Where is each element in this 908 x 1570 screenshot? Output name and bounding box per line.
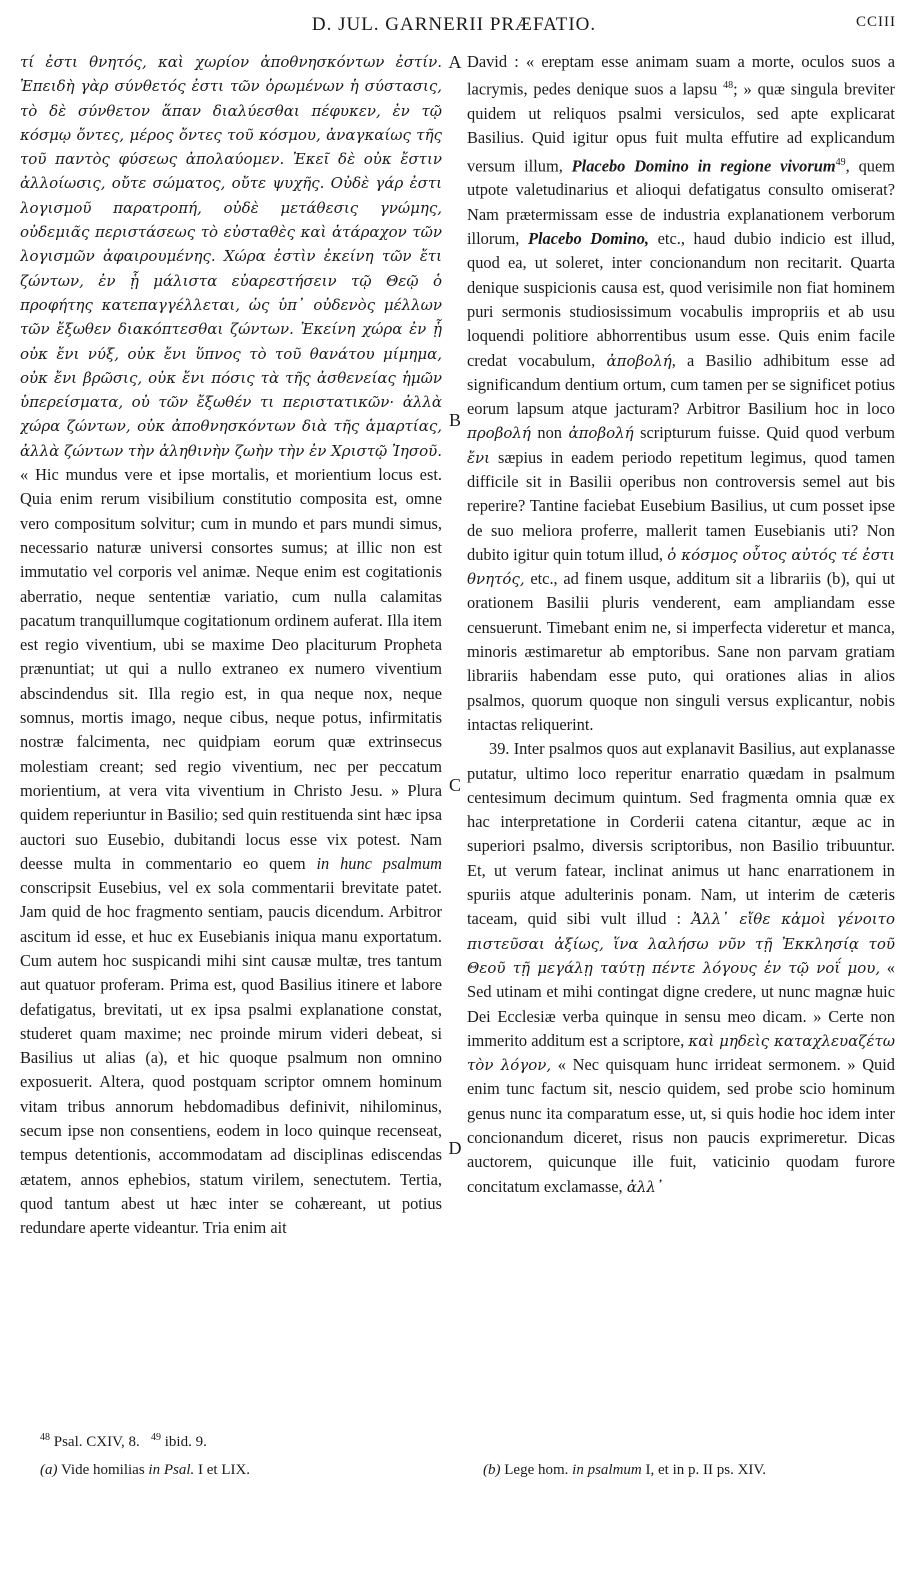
right-column (467, 50, 895, 1418)
greek-word: ἀλλ᾽ (626, 1177, 664, 1196)
text-run: 39. Inter psalmos quos aut explanavit Basilius, aut explanasse putatur, ultimo loco reperitur enarratio quædam in psalmum centesimum decimum quintum. Sed fragmenta omnia quæ ex hac interpretatione in Corderii catena citantur, æque ac in superiori psalmo, diversis scriptoribus, non Basilio tribuuntur. Et, ut verum fatear, inclinat animus ut hanc enarrationem in spuriis atque adulterinis ponam. Nam, ut interim de cæteris taceam, quid sibi vult illud : (467, 739, 895, 929)
text-run: , a Basilio adhibitum esse ad significandum dentium ortum, cum tamen per se significet potius eorum lapsum atque jacturam? Arbitror Basilium hoc in loco (467, 350, 895, 419)
text-run: scripturum fuisse. Quid quod verbum (640, 423, 895, 443)
greek-word: προβολή (467, 424, 531, 443)
text-run: , quem utpote valetudinarius et alioqui defatigatus consulto omiserat? Nam prætermissam esse de industria explanationem verborum illorum, (467, 156, 895, 249)
footnote-text: I et LIX. (198, 1462, 251, 1478)
footnote-number: 48 (40, 1432, 50, 1443)
left-column (20, 50, 442, 1418)
footnote-48 (40, 1432, 207, 1451)
margin-marker-b: B (448, 410, 461, 430)
margin-marker-d: D (448, 1138, 462, 1158)
text-run: « Nec quisquam hunc irrideat sermonem. » Quid enim tunc factum sit, nescio quidem, sed probe scio hominum genus nunc ita comparatum esse, ut, si quis hodie hoc idem inter concionandum diceret, risus non paucis exprimeretur. Dicas auctorem, quicunque ille fuit, vaticinio quodam furore concitatum exclamasse, (467, 1055, 895, 1196)
text-run: etc., ad finem usque, additum sit a librariis (b), qui ut orationem Basilii pluris venderent, eam ampliandam esse censuerunt. Timebant enim ne, si imperfecta videretur et manca, minoris æstimaretur ab emptoribus. Sane non parvam gratiam librariis habendam esse puto, qui orationes alias in alios psalmos, quorum quoque non singuli versus explicantur, nobis intactas reliquerint. (467, 569, 895, 734)
latin-translation: « Hic mundus vere et ipse mortalis, et morientium locus est. Quia enim rerum visibilium constitutio composita est, omne vero compositum solvitur; cum in mundo et pars mundi simus, necessario naturæ universi consortes sumus; at illic non est immutatio vel corporis vel animæ. Neque enim est cogitationis aberratio, neque sententiæ variatio, cum nulla calamitas pacatum tranquillumque cogitationum ordinem auferat. Illa item est regio viventium, ubi se maxime Deo placiturum Propheta prænuntiat; ut qui a nullo extraneo ex numero viventium abscindendus sit. Illa regio est, in qua neque nox, neque somnus, mortis imago, neque cibus, neque potus, infirmitatis nostræ falcimenta, nec quidpiam eorum quæ extrinsecus molestiam creant; sed regio viventium, nec per peccatum morientium, at vera vita viventium in Christo Jesu. » Plura quidem reperiuntur in Basilio; sed quin restituenda sint hæc ipsa auctori suo Eusebio, dubitandi locus esse vix potest. Nam deesse multa in commentario eo quem (20, 465, 442, 873)
greek-word: ἀποβολή (568, 424, 634, 443)
page-number: CCIII (856, 14, 896, 30)
footnote-italic: in Psal. (148, 1462, 195, 1478)
footnote-text: Vide homilias (60, 1462, 145, 1478)
greek-quotation: καὶ μηδεὶς καταχλευαζέτω τὸν λόγον, (467, 1031, 895, 1075)
margin-marker-a: A (448, 52, 462, 72)
text-run: etc., haud dubio indicio est illud, quod ea, ut soleret, inter concionandum non recitarit. Quarta denique suspicionis causa est, quod verisimile non fiat hominem puri sermonis studiosissimum vocabulis impropriis et ab usu loquendi politiore abhorrentibus usum esse. Quis enim facile credat vocabulum, (467, 229, 895, 370)
latin-text: conscripsit Eusebius, vel ex sola commentarii brevitate patet. Jam quid de hoc fragmento sentiam, paucis dicendum. Arbitror ascitum id esse, et huc ex Eusebianis iniqua manu exportatum. Cum autem hoc suspicandi mihi sint causæ multæ, tres tantum aut quatuor proferam. Prima est, quod Basilius itinere et labore defatigatus, brevitati, ut ex ipsa psalmi explanatione constat, studeret quam maxime; nec proinde mirum videri debeat, si Basilius ut alias (a), et hic quoque psalmum non omnino exposuerit. Altera, quod postquam scriptor omnem hominum vitam tribus annorum hebdomadibus definivit, nihilominus, secum ipse non consentiens, eodem in loco quinque recenseat, tempus detentionis, accommodatam ad disciplinas ediscendas ætatem, annos ephebios, statum virilem, senectutem. Tertia, quod tantum abest ut hæc inter se cohæreant, ut potius redundare aperte videantur. Tria enim ait (20, 878, 442, 1238)
footnote-italic: in psalmum (572, 1462, 642, 1478)
footnote-text: I, et in p. II ps. XIV. (645, 1462, 767, 1478)
footnote-label: (b) (483, 1462, 501, 1478)
footnote-label: (a) (40, 1462, 58, 1478)
greek-word: ἀποβολή (606, 351, 672, 370)
greek-word: ἔνι (467, 448, 491, 467)
text-run: « Sed utinam et mihi contingat digne credere, ut nunc magnæ huic Dei Ecclesiæ verba quinque in sensu meo dicam. » Certe non immerito additum est a scriptore, (467, 957, 895, 1050)
right-paragraph-1 (467, 50, 895, 737)
footnote-ref-49[interactable]: 49 (835, 156, 846, 168)
footnote-text: ibid. 9. (164, 1434, 207, 1450)
greek-phrase: ὁ κόσμος οὗτος αὐτός τέ ἐστι θνητός, (467, 545, 895, 589)
page-title: D. JUL. GARNERII PRÆFATIO. (311, 14, 597, 35)
margin-marker-c: C (448, 775, 461, 795)
italic-phrase: in hunc psalmum (316, 853, 442, 873)
greek-quotation: Ἀλλ᾽ εἴθε κἀμοὶ γένοιτο πιστεῦσαι ἀξίως, ἵνα λαλήσω νῦν τῇ Ἐκκλησίᾳ τοῦ Θεοῦ τῇ μεγάλῃ ταύτῃ πέντε λόγους ἐν τῷ νοΐ μου, (467, 910, 895, 977)
greek-quotation: τί ἐστι θνητός, καὶ χωρίον ἀποθνησκόντων ἐστίν. Ἐπειδὴ γὰρ σύνθετός ἐστι τῶν ὁρωμένων ἡ σύστασις, τὸ δὲ σύνθετον ἅπαν διαλύεσθαι πέφυκεν, ἐν τῷ κόσμῳ ὄντες, μέρος ὄντες τοῦ κόσμου, ἀναγκαίως τῆς τοῦ παντὸς φύσεως ἀπολαύομεν. Ἐκεῖ δὲ οὐκ ἔστιν ἀλλοίωσις, οὔτε σώματος, οὔτε ψυχῆς. Οὐδὲ γάρ ἐστι λογισμοῦ παρατροπή, οὐδὲ μετάθεσις γνώμης, οὐδεμιᾶς περιστάσεως τὸ εὐσταθὲς καὶ ἀτάραχον τῶν λογισμῶν ἀφαιρουμένης. Χώρα ἐστὶν ἐκείνη τῶν ἔτι ζώντων, ἐν ᾗ μάλιστα εὐαρεστήσειν τῷ Θεῷ ὁ προφήτης κατεπαγγέλλεται, ὡς ὑπ᾽ οὐδενὸς μέλλων τῶν ἔξωθεν διακόπτεσθαι ζώντων. Ἐκείνη χώρα ἐν ᾗ οὐκ ἔνι νύξ, οὐκ ἔνι ὕπνος τὸ τοῦ θανάτου μίμημα, οὐκ ἔνι βρῶσις, οὐκ ἔνι πόσις τὰ τῆς ἀσθενείας ἡμῶν ὑπερείσματα, οὐ τῶν ἔξωθέν τι περιστατικῶν· ἀλλὰ χώρα ζώντων, οὐκ ἀποθνησκόντων διὰ τῆς ἁμαρτίας, ἀλλὰ ζώντων τὴν ἀληθινὴν ζωὴν τὴν ἐν Χριστῷ Ἰησοῦ. (20, 53, 442, 460)
text-run: David : « ereptam esse animam suam a morte, oculos suos a lacrymis, pedes denique suos a lapsu (467, 52, 895, 99)
right-paragraph-2 (467, 737, 895, 1199)
text-run: sæpius in eadem periodo repetitum legimus, quod tamen difficile sit in Basilii operibus non controversis semel aut bis reperire? Tantine faciebat Eusebium Basilius, ut cum posset ipse de suo meliora proferre, mallerit tamen Eusebianis uti? Non dubito igitur quin totum illud, (467, 447, 895, 564)
italic-quote: Placebo Domino in regione vivorum (571, 156, 836, 176)
footnote-number: 49 (151, 1432, 161, 1443)
footnote-ref-48[interactable]: 48 (723, 80, 734, 92)
footnote-text: Lege hom. (504, 1462, 569, 1478)
text-run: ; » quæ singula breviter quidem ut reliquos psalmi versiculos, sed apte explicarat Basilius. Quid igitur opus fuit multa effutire ad explicandum versum illum, (467, 79, 895, 176)
text-run: non (537, 423, 562, 443)
footnote-text: Psal. CXIV, 8. (53, 1434, 140, 1450)
footnote-a (40, 1462, 250, 1479)
left-paragraph (20, 50, 442, 1241)
italic-quote: Placebo Domino, (527, 229, 650, 249)
footnote-b (483, 1462, 766, 1479)
